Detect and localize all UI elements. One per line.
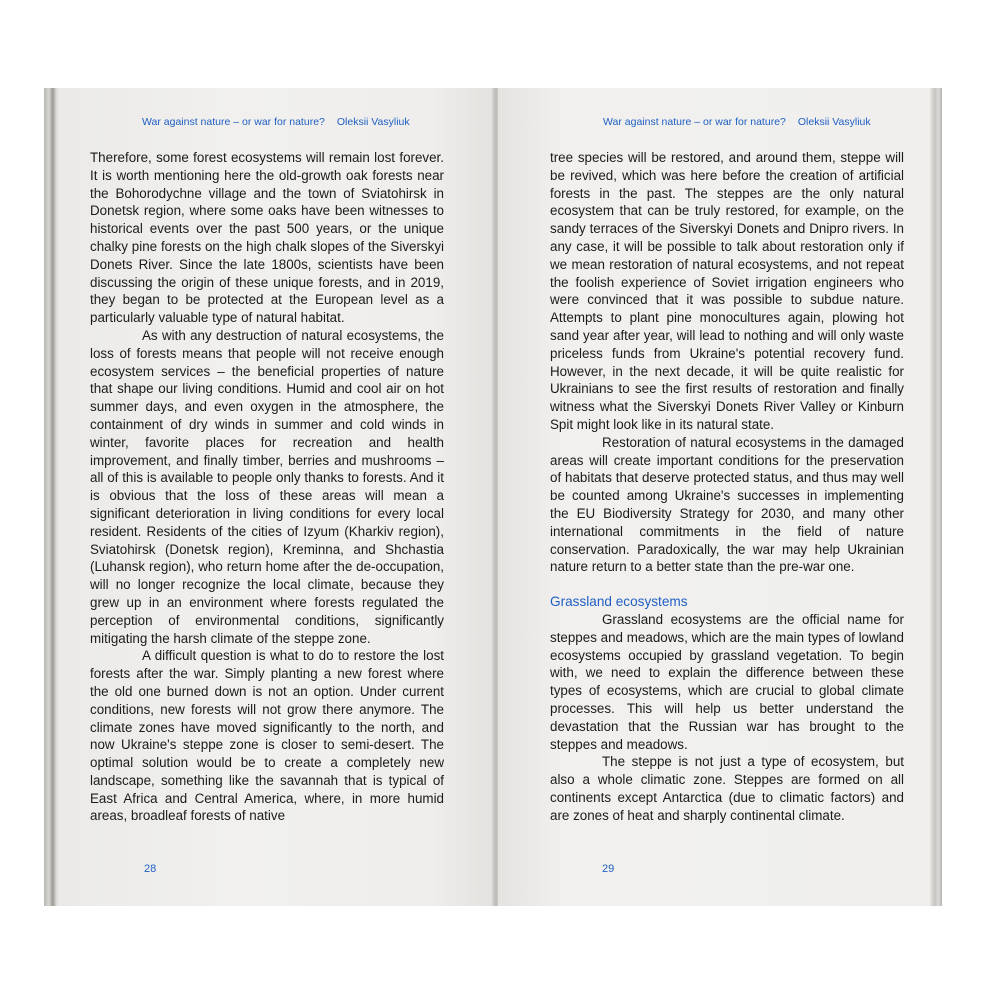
- right-page-edges: [930, 88, 942, 906]
- body-paragraph: As with any destruction of natural ecosystems, the loss of forests means that people will not receive enough ecosystem services – the beneficial properties of nature that shape our living conditions. Humid and cool air on hot summer days, and even oxygen in the atmosphere, the containment of dry winds in summer and cold winds in winter, favorite places for recreation and health improvement, and finally timber, berries and mushrooms – all of this is available to people only thanks to forests. And it is obvious that the loss of these areas will mean a significant deterioration in living conditions for every local resident. Residents of the cities of Izyum (Kharkiv region), Sviatohirsk (Donetsk region), Kreminna, and Shchastia (Luhansk region), who return home after the de-occupation, will no longer recognize the local climate, because they grew up in an environment where forests regulated the perception of environmental conditions, significantly mitigating the harsh climate of the steppe zone.: [90, 327, 444, 646]
- section-heading: Grassland ecosystems: [550, 594, 688, 610]
- body-paragraph: Restoration of natural ecosystems in the damaged areas will create important conditions for the preservation of habitats that deserve protected status, and thus may well be counted among Ukraine's successes in implementing the EU Biodiversity Strategy for 2030, and many other international commitments in the field of nature conservation. Paradoxically, the war may help Ukrainian nature return to a better state than the pre-war one.: [550, 434, 904, 575]
- running-head-title: War against nature – or war for nature?: [142, 116, 325, 128]
- body-paragraph: The steppe is not just a type of ecosystem, but also a whole climatic zone. Steppes are formed on all continents except Antarctica (due to climatic factors) and are zones of heat and sharply continental climate.: [550, 754, 904, 823]
- body-paragraph: A difficult question is what to do to restore the lost forests after the war. Simply planting a new forest where the old one burned down is not an option. Under current conditions, new forests will not grow there anymore. The climate zones have moved significantly to the north, and now Ukraine's steppe zone is closer to semi-desert. The optimal solution would be to create a completely new landscape, something like the savannah that is typical of East Africa and Central America, where, in more humid areas, broadleaf forests of native: [90, 648, 444, 824]
- right-page-body: [550, 149, 904, 824]
- body-paragraph: tree species will be restored, and around them, steppe will be revived, which was here before the creation of artificial forests in the past. The steppes are the only natural ecosystem that can be truly restored, for example, on the sandy terraces of the Siverskyi Donets and Dnipro rivers. In any case, it will be possible to talk about restoration only if we mean restoration of natural ecosystems, and not repeat the foolish experience of Soviet irrigation engineers who were convinced that it was possible to subdue nature. Attempts to plant pine monocultures again, plowing hot sand year after year, will lead to nothing and will only waste priceless funds from Ukraine's potential recovery fund. However, in the next decade, it will be quite realistic for Ukrainians to see the first results of restoration and finally witness what the Siverskyi Donets River Valley or Kinburn Spit might look like in its natural state.: [550, 150, 904, 432]
- page-number-right: 29: [602, 863, 615, 875]
- running-head-author: Oleksii Vasyliuk: [336, 116, 410, 128]
- left-page-body: [90, 149, 444, 825]
- running-head-left: [142, 116, 410, 128]
- running-head-title: War against nature – or war for nature?: [603, 116, 786, 128]
- running-head-right: [603, 116, 871, 128]
- body-paragraph: Grassland ecosystems are the official name for steppes and meadows, which are the main types of lowland ecosystems occupied by grassland vegetation. To begin with, we need to explain the difference between these types of ecosystems, which are crucial to global climate processes. This will help us better understand the devastation that the Russian war has brought to the steppes and meadows.: [550, 611, 904, 752]
- running-head-author: Oleksii Vasyliuk: [797, 116, 871, 128]
- page-number-left: 28: [144, 863, 157, 875]
- body-paragraph: Therefore, some forest ecosystems will remain lost forever. It is worth mentioning here the old-growth oak forests near the Bohorodychne village and the town of Sviatohirsk in Donetsk region, where some oaks have been witnesses to historical events over the past 500 years, or the unique chalky pine forests on the high chalk slopes of the Siverskyi Donets River. Since the late 1800s, scientists have been discussing the origin of these unique forests, and in 2019, they began to be protected at the European level as a particularly valuable type of natural habitat.: [90, 150, 444, 326]
